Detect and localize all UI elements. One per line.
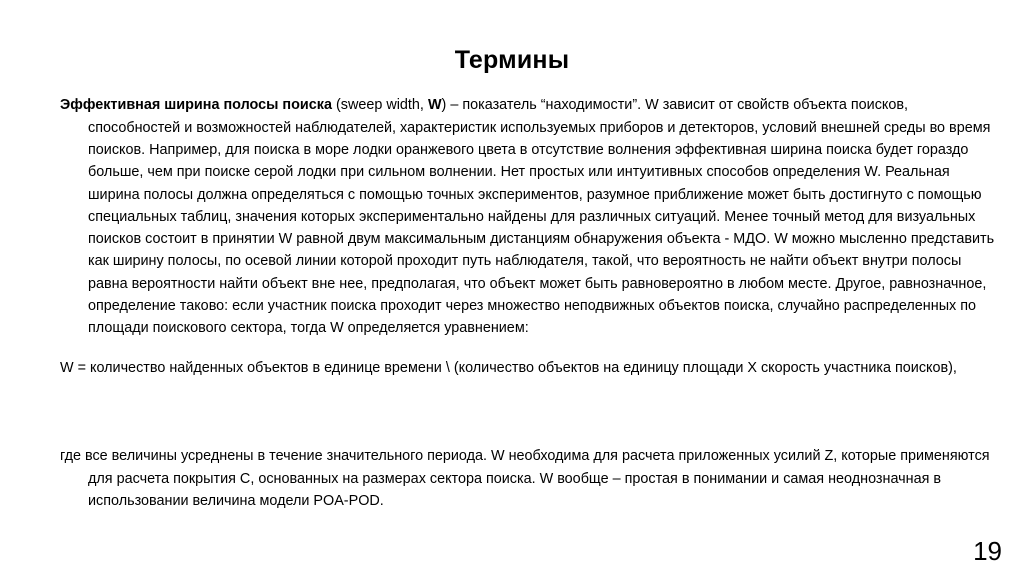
page-number: 19 (973, 536, 1002, 566)
definition-paren-close: ) (441, 97, 451, 114)
page-title: Термины (454, 45, 570, 74)
definition-symbol: W (427, 97, 442, 114)
definition-lead-term: Эффективная ширина полосы поиска (60, 97, 332, 114)
definition-paragraph (60, 94, 998, 339)
definition-body-text: – показатель “находимости”. W зависит от свойств объекта поисков, способностей и возможностей наблюдателей, характеристик используемых приборов и детекторов, условий внешней среды во время поисков. Например, для поиска в море лодки оранжевого цвета в отсутствие волнения эффективная ширина поиска будет гораздо больше, чем при поиске серой лодки при сильном волнении. Нет простых или интуитивных способов определения W. Реальная ширина полосы должна определяться с помощью точных экспериментов, разумное приближение может быть достигнуто с помощью специальных таблиц, значения которых экспериментально найдены для различных ситуаций. Менее точный метод для визуальных поисков состоит в принятии W равной двум максимальным дистанциям обнаружения объекта - МДО. W можно мысленно представить как ширину полосы, по осевой линии которой проходит путь наблюдателя, такой, что вероятность не найти объект внутри полосы равна вероятности найти объект вне нее, предполагая, что объект может быть равновероятно в любом месте. Другое, равнозначное, определение таково: если участник поиска проходит через множество неподвижных объектов поиска, случайно распределенных по площади поискового сектора, тогда W определяется уравнением: (88, 97, 995, 337)
definition-paren-open: (sweep width, (331, 97, 428, 114)
closing-paragraph: где все величины усреднены в течение значительного периода. W необходима для расчета приложенных усилий Z, которые применяются для расчета покрытия C, основанных на размерах сектора поиска. W вообще – простая в понимании и самая неоднозначная в использовании величина модели POA-POD. (60, 448, 990, 509)
formula-paragraph: W = количество найденных объектов в единице времени \ (количество объектов на единицу площади X скорость участника поисков), (60, 360, 957, 377)
